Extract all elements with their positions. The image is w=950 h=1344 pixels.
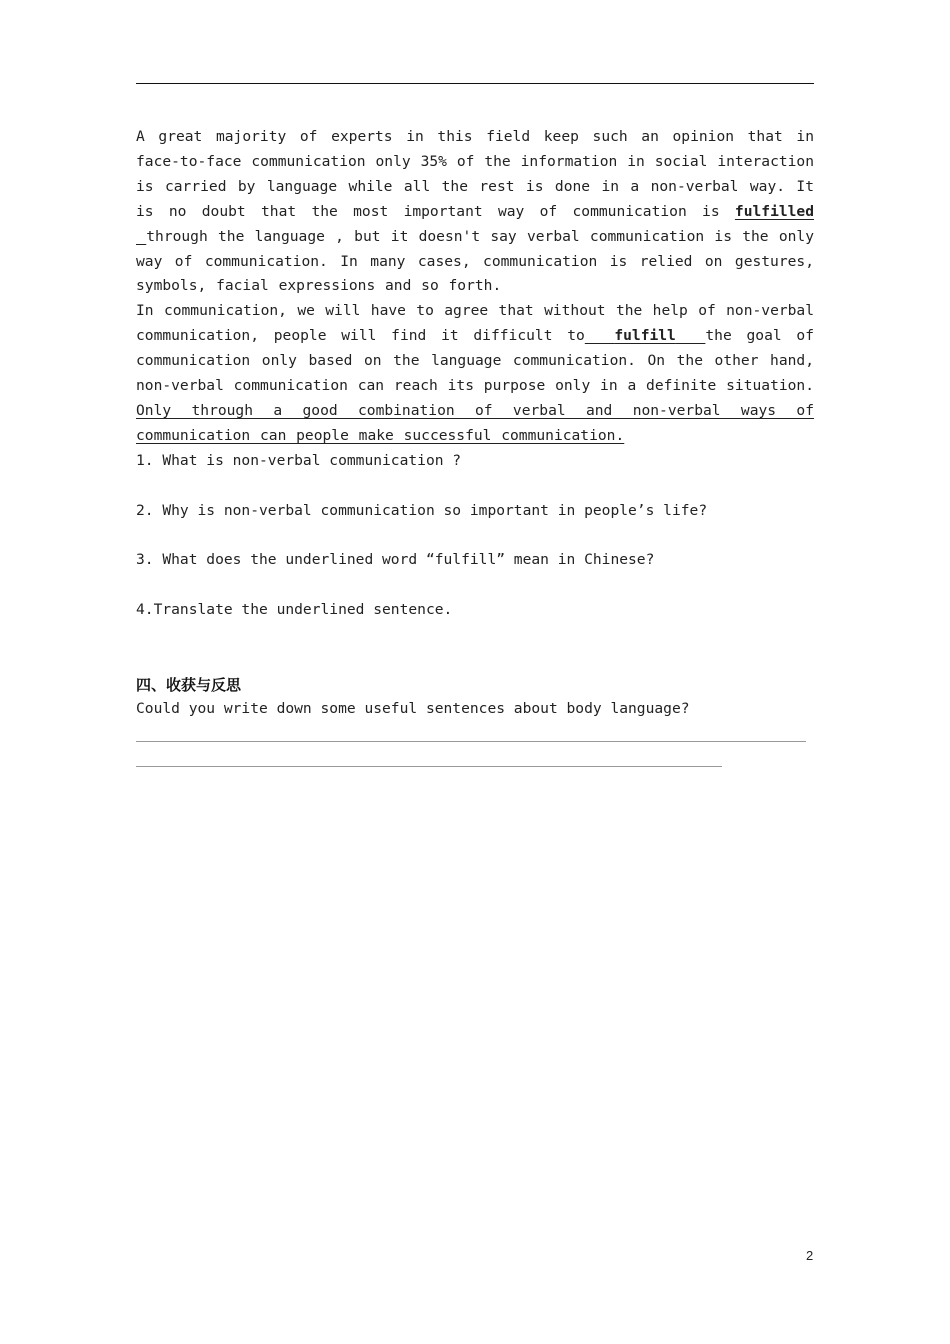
question-4: 4.Translate the underlined sentence. — [136, 601, 453, 619]
paragraph-2 — [136, 299, 814, 448]
header-rule — [136, 83, 814, 84]
reading-passage — [136, 125, 814, 648]
underline-gap — [136, 228, 146, 245]
section-title: 四、收获与反思 — [136, 676, 242, 694]
paragraph-1-text-a: A great majority of experts in this field keep such an opinion that in face-to-face communication only 35% of the information in social interaction is carried by language while all the rest is done in a non-verbal way. It is no doubt that the most important way of communication is — [136, 128, 814, 220]
underline-gap — [676, 327, 706, 344]
question-2: 2. Why is non-verbal communication so important in people’s life? — [136, 501, 708, 519]
keyword-fulfill: fulfill — [614, 327, 676, 345]
answer-line-2[interactable] — [136, 766, 722, 767]
question-3: 3. What does the underlined word “fulfill” mean in Chinese? — [136, 551, 655, 569]
page-number: 2 — [806, 1248, 814, 1263]
paragraph-1-text-b: through the language , but it doesn't say verbal communication is the only way of communication. In many cases, communication is relied on gestures, symbols, facial expressions and so forth. — [136, 227, 814, 295]
paragraph-1 — [136, 125, 814, 299]
question-1: 1. What is non-verbal communication ? — [136, 451, 462, 469]
underline-gap — [585, 327, 615, 344]
answer-line-1[interactable] — [136, 741, 806, 742]
reflection-prompt: Could you write down some useful sentences about body language? — [136, 700, 690, 717]
underlined-sentence: Only through a good combination of verbal and non-verbal ways of communication can people make successful communication. — [136, 401, 814, 444]
paragraph-2-text-b: the goal of communication only based on the language communication. On the other hand, non-verbal communication can reach its purpose only in a definite situation. — [136, 327, 814, 395]
paragraph-2-text-a: In communication, we will have to agree that without the help of non-verbal communication, people will find it difficult to — [136, 302, 814, 345]
keyword-fulfilled: fulfilled — [734, 202, 814, 220]
